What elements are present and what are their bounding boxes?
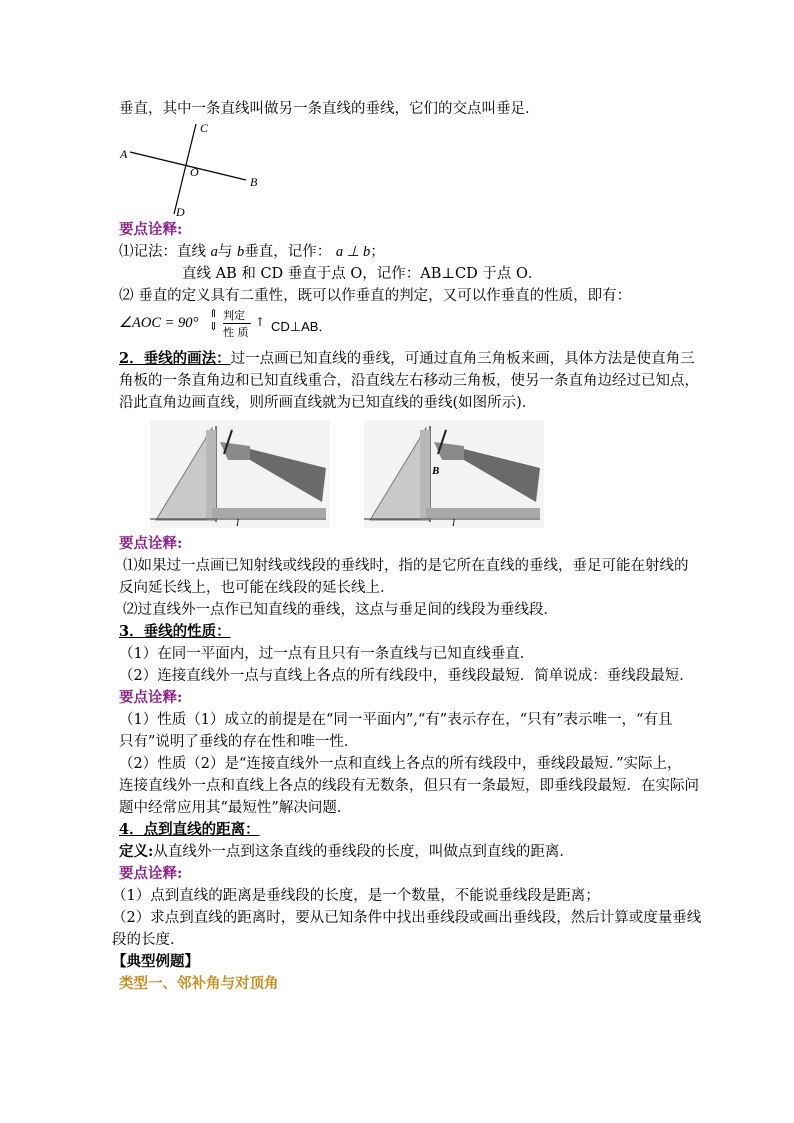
note1-line2: 直线 AB 和 CD 垂直于点 O，记作：AB⊥CD 于点 O． bbox=[182, 266, 543, 282]
photo-right-b: B bbox=[432, 465, 440, 477]
label-a: A bbox=[120, 147, 128, 161]
label-o: O bbox=[190, 165, 199, 179]
section3-title: 3．垂线的性质： bbox=[119, 623, 231, 640]
arrows-icon: ⇑ ⇓ bbox=[209, 307, 219, 333]
note4-line2: （2）求点到直线的距离时，要从已知条件中找出垂线段或画出垂线段，然后计算或度量垂线 bbox=[112, 910, 702, 926]
section2-line3: 沿此直角边画直线，则所画直线就为已知直线的垂线(如图所示)． bbox=[119, 395, 537, 411]
note1-line3: ⑵ 垂直的定义具有二重性，既可以作垂直的判定，又可以作垂直的性质，即有： bbox=[119, 288, 632, 304]
examples-heading: 【典型例题】 bbox=[112, 953, 199, 970]
note3-line2: 只有”说明了垂线的存在性和唯一性． bbox=[119, 734, 359, 750]
note2-line1: ⑴如果过一点画已知射线或线段的垂线时，指的是它所在直线的垂线，垂足可能在射线的 bbox=[123, 558, 689, 574]
note3-line5: 题中经常应用其“最短性”解决问题． bbox=[119, 800, 352, 816]
label-c: C bbox=[200, 121, 209, 135]
drawing-photo-left bbox=[150, 420, 330, 528]
note3-line4: 连接直线外一点和直线上各点的线段有无数条，但只有一条最短，即垂线段最短．在实际问 bbox=[119, 778, 699, 794]
type1-heading: 类型一、邻补角与对顶角 bbox=[119, 975, 279, 992]
judge-label: 判定 bbox=[223, 309, 245, 322]
section4-definition: 定义:从直线外一点到这条直线的垂线段的长度，叫做点到直线的距离． bbox=[119, 843, 574, 860]
section2-line1: 2．垂线的画法：过一点画已知直线的垂线，可通过直角三角板来画，具体方法是使直角三 bbox=[119, 350, 695, 367]
note3-line3: （2）性质（2）是“连接直线外一点和直线上各点的所有线段中，垂线段最短．”实际上， bbox=[119, 756, 682, 772]
note4-line3: 段的长度． bbox=[112, 932, 185, 948]
section3-line2: （2）连接直线外一点与直线上各点的所有线段中，垂线段最短．简单说成：垂线段最短． bbox=[119, 668, 694, 684]
perpendicular-lines-figure bbox=[116, 118, 266, 220]
note4-heading: 要点诠释: bbox=[119, 865, 183, 882]
intro-line: 垂直，其中一条直线叫做另一条直线的垂线，它们的交点叫垂足． bbox=[119, 101, 540, 117]
note1-line1: ⑴记法：直线 a与 b垂直，记作： a ⊥ b； bbox=[119, 244, 385, 260]
note1-heading: 要点诠释: bbox=[119, 221, 183, 238]
label-b: B bbox=[250, 175, 258, 189]
note3-heading: 要点诠释: bbox=[119, 689, 183, 706]
result-text: CD⊥AB． bbox=[271, 319, 332, 334]
arrow-divider bbox=[223, 323, 251, 324]
section4-title: 4．点到直线的距离： bbox=[119, 821, 260, 838]
note2-line2: 反向延长线上，也可能在线段的延长线上． bbox=[119, 580, 395, 596]
note3-line1: （1）性质（1）成立的前提是在“同一平面内”,“有”表示存在，“只有”表示唯一，“有且 bbox=[119, 712, 673, 728]
section2-line2: 角板的一条直角边和已知直线重合，沿直线左右移动三角板，使另一条直角边经过已知点， bbox=[119, 373, 699, 389]
note2-heading: 要点诠释: bbox=[119, 535, 183, 552]
section3-line1: （1）在同一平面内，过一点有且只有一条直线与已知直线垂直． bbox=[119, 646, 535, 662]
angle-expression: ∠AOC = 90° bbox=[119, 315, 199, 331]
equivalence-row bbox=[119, 307, 519, 343]
note4-line1: （1）点到直线的距离是垂线段的长度，是一个数量，不能说垂线段是距离； bbox=[112, 888, 600, 904]
photo-right-l: l bbox=[452, 517, 456, 528]
label-d: D bbox=[176, 205, 185, 219]
drawing-photo-right bbox=[364, 420, 544, 528]
arrow-up-icon: ↑ bbox=[255, 315, 266, 329]
property-label: 性 质 bbox=[223, 326, 249, 339]
photo-left-l: l bbox=[236, 517, 240, 528]
note2-line3: ⑵过直线外一点作已知直线的垂线，这点与垂足间的线段为垂线段． bbox=[123, 602, 558, 618]
